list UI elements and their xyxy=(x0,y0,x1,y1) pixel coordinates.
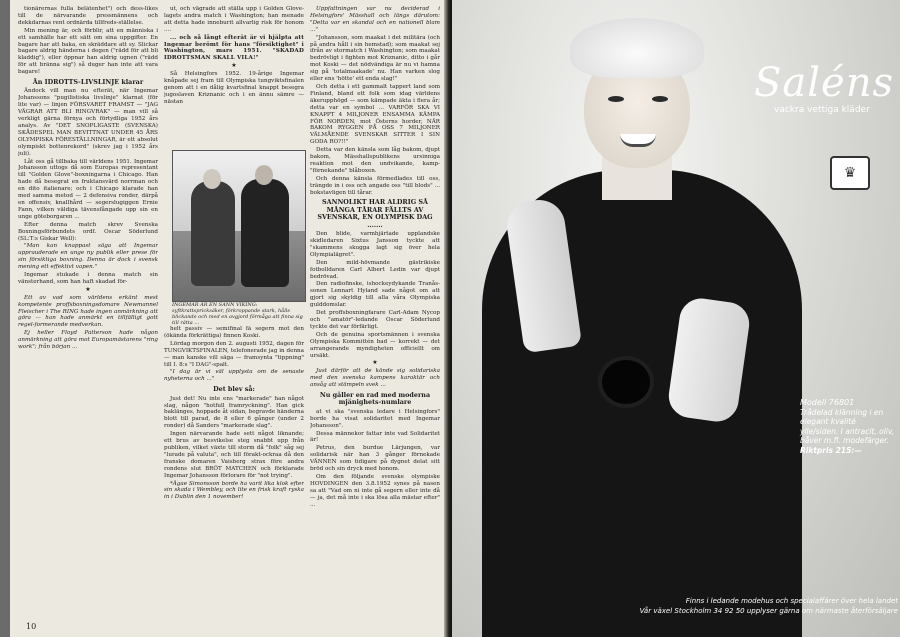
paragraph: tionärernas fulla belåtenhet") och dess-likes till de närvarande pressmännens och dekkdarnas rent ordnärda tillfreds-ställelse. xyxy=(18,6,158,26)
right-page-advertisement xyxy=(452,0,900,637)
paragraph: Om den följande svenske olympiske HOVDINGEN den 3.8.1952 synes på nasen sa att "Vad om ni inte gå segern eller inte då — ja, det må inte i ska lösa alla mästar efter" ... xyxy=(310,474,440,508)
paragraph: Min mening är, och förblir, att en människa i ett samhälle har ett sätt om sina uppgifter. En bagare har att baka, en skräddare att sy. Slickar bagare aldrig händerna i degen ("rädd för att bli kladdig"), eller öppnar han aldrig ugnen ("rädd för att bränna sig") så duger han inte att vara bagare! xyxy=(18,27,158,76)
paragraph: Efter denna match skrev Svenska Boxningsförbundets ordf. Oscar Söderlund (SL:T:s Giskar Well): xyxy=(18,221,158,242)
paragraph: Låt oss gå tillbaka till världens 1951. Ingemar Johansson uttogs då som Europas representant till "Golden Glove"-boxningarna i Chicago. Han hade då besegrat en fruktansvärd norrman och en dito italienare; och i Chicago klarade han med samma metod — 2 defensiva ronder, därpå en offensiv, knallhård — segerslugiggen Ernie Fann, vilken väldiga tävensfångade upp sin en unge göteborgaren ... xyxy=(18,158,158,220)
left-page xyxy=(10,0,446,637)
paragraph: Uppfattningen var nu deciderad i Helsingfors' Mässhall och längs därutom: "Detta var en skandal och en nationell blam ..." xyxy=(310,6,440,33)
paragraph: "Johansson, som maakat i det militära (och på andra håll i sin hemstad); som maakat sej ifrån av stormatch i Washington; som maakat bedrövligt i fighten mot Kriznanic, ditto i går mot Koski — det nödvändiga är nu vi hamna sig på 'totalmaakade' nu. Han varken slog eller ens 'hötte' ett enda slag!" xyxy=(310,34,440,83)
brand-tagline: vackra vettiga kläder xyxy=(774,105,870,115)
paragraph: helt passiv — semifinal få segern mot den (ökända förkrättiga) finnen Koski. xyxy=(164,326,304,339)
quote-paragraph: "Man kan knappast säga att Ingemar upprauderade en unge ny publik eller prese för sin försiktiga boxning. Denna är dock i svensk mening ett effektivt vapen." xyxy=(18,243,158,271)
paragraph: Den blide, varmhjärtade upplandske skidledaren Sixtus Jansson tyckte att "skammens skugga lagt sig över hela Olympialägret". xyxy=(310,231,440,258)
article-column-2-bottom xyxy=(164,326,304,618)
ad-footer-line-2: Vår växel Stockholm 34 92 50 upplyser gärna om närmaste återförsäljare xyxy=(639,607,898,615)
paragraph: ut, och vägrade att ställa upp i Golden Glove-lagets andra match i Washington; han menade att detta hade inneburit allvarlig risk för honom .... xyxy=(164,6,304,33)
photo-figure-left xyxy=(191,181,235,286)
model-info xyxy=(800,398,896,455)
paragraph: Dessa männekor fattar inte vad Solidaritet är! xyxy=(310,430,440,444)
paragraph: Det proffsboxningfarare Carl-Adam Nycop och "amatör"-ledande Oscar Söderlund tyckte det var förfärligt. xyxy=(310,310,440,330)
footnote: *Ägae Simonsson borde ha varit lika klok efter sin skada i Wembley, och lite en frisk kraft ryska in i Dublin den 1 november! xyxy=(164,480,304,501)
photo-figure-left-head xyxy=(203,169,221,189)
star-separator: ★ xyxy=(85,285,91,293)
paragraph: Just därför att de kände sig solidariska med den svenska kampens karaktär och ansåg att stämpeln svek ... xyxy=(310,368,440,389)
section-heading: Nu gäller en rad med moderna mjänighets-numlare xyxy=(319,391,431,407)
ad-footer xyxy=(460,596,898,616)
photo-caption: INGEMAR ÄR EN SANN VIKING: syftkrattspricksäker, förkroppande stark, hålls blickande och med en avgjord förmåga att finna sig till rätta ... xyxy=(172,302,303,326)
ad-footer-line-1: Finns i ledande modehus och specialaffärer över hela landet xyxy=(685,597,898,605)
paragraph: Den mild-hövmande gästrikiske fotbolldaren Carl Albert Ledin var djupt bedrövad. xyxy=(310,259,440,280)
model-description: Trådelad klänning i en elegant kvalité ylle/siden. I antracit, oliv, båver m.fl. modefärger. xyxy=(800,407,895,445)
star-separator: ★ xyxy=(231,62,237,70)
dress-rosette xyxy=(602,360,650,404)
paragraph: Lördag morgon den 2. augusti 1952, dagen för TUNGVIKTSFINALEN, telefonerade jag in denna — man kanske vill säga — framsynta "tippning" till I. 8:s "I DAG"-spalt. xyxy=(164,340,304,368)
paragraph: Ingemar stukade i denna match sin vänsterhand, som han haft skadad för- xyxy=(18,272,158,285)
quote-paragraph: Ett av vad som världens erkänt mest kompetente proffsboxningsdomare Newmannel Fleischer i The RING hade ingen anmärkning att göra — han hade anmärkt en tillfälligt gott regel-formerande medverkan. xyxy=(18,294,158,329)
article-column-2-top xyxy=(164,6,304,146)
model-hat xyxy=(570,18,704,78)
paragraph: ... och så långt efterät är vi hjälpta att Ingemar berömt för hans "försiktighet" i Washington, mars 1951. "SKADAD IDROTTSMAN SKALL VILA!" xyxy=(164,34,304,62)
crown-icon: ♛ xyxy=(843,165,857,181)
star-separator: ★ xyxy=(372,359,378,367)
paragraph: Den radiofinske, ishockeydykande Tranås-sonen Lennart Hyland sade något om att gjort sig skyldig till alla våra Olympiska gulddomslar. xyxy=(310,281,440,309)
crest-icon xyxy=(830,156,870,190)
paragraph: Detta var den känsla som låg bakom, djupt bakom, Mässhallspublikens ursinniga reaktion mot den undvikande, kamp-"förnekande" blåboxen. xyxy=(310,147,440,174)
photo-figure-right-head xyxy=(255,165,273,185)
paragraph: Ej heller Floyd Patterson hade någon anmärkning att göra mot Europamästarens "ring work"; från början ... xyxy=(18,330,158,351)
paragraph: Och detta i ett gammalt tappert land som Finland, bland ett folk som idag världens äkerupphögd — som kämpade äkta i flera år; detta var en symbol ... VARFÖR SKA VI KNAPPT 4 MILJONER ENSAMMA KÄMPA FÖR NORDEN, mot Österns horder, NÄR BAKOM RYGGEN PÅ OSS 7 MILJONER VÄLMÅENDE SVENSKAR SITTER I SIN GODA RO?!!" xyxy=(310,83,440,146)
model-eye-left xyxy=(608,96,624,102)
article-column-3 xyxy=(310,6,440,620)
model-eye-right xyxy=(652,96,668,102)
paragraph: Just det! Nu inte ens "markerade" han något slag, någon "hotfull framryckning". Han gick baklänges, hoppade åt sidan, begravde händerna blott till parad, de 8 eller 6 gånger (under 2 ronder) då Sanders "markerade slag". xyxy=(164,395,304,430)
boxing-photo xyxy=(172,150,306,302)
section-heading: Än IDROTTS-LIVSLINJE klarar xyxy=(32,78,144,87)
model-number: Modell 76801 xyxy=(800,398,855,407)
paragraph: Ändock vill man nu efterät, när Ingemar Johanssons "pugilistiska livslinje" klarnat (för lite var) — linjen FÖRSVARET FRAMST — "JAG VÄGRAR ATT BLI RINGVRAK" — man vill så verkligt gärna förnya och förtydliga 1952 års analys. Av "DET SNOPLIGASTE (SVENSKA) SKÅDESPEL MAN BEVITTNAT UNDER 45 ÅRS OLYMPISKA FÖRESTÄLLNINGAR, är ett absolut olympiskt bottenrekord" (skrev jag i 1952 års juli). xyxy=(18,88,158,157)
quote-paragraph: "I dag är vi väl upplysta om de senaste nyheterna och ..." xyxy=(164,369,304,383)
photo-figure-right xyxy=(241,179,289,287)
paragraph: Och de genuina sportsmännen i svenska Olympiska Kommittén bad — korrekt — det arrangerande myndigheten officiellt om ursäkt. xyxy=(310,331,440,359)
paragraph: at vi ska "svenska ledare i Helsingfors" borde ha visat solidaritet med Ingemar Johansson". xyxy=(310,408,440,429)
paragraph: Petrus, den burdue Lärjungen, var solidarisk när han 3 gånger förnekade VÄNNEN som tidigare på dygnet delat sitt bröd och sin dryck med honom. xyxy=(310,445,440,473)
section-heading: SANNOLIKT HAR ALDRIG SÅ MÅNGA TÅRAR FÄLLTS AV SVENSKAR, EN OLYMPISK DAG ....... xyxy=(317,198,433,229)
paragraph: Så Helsingfors 1952. 19-årige Ingemar knåpade sej fram till Olympiska tungviktsfinalen genom att i en dålig kvartsfinal knappt besegra jugoslaven Kriznanic och i en ännu sämre — nästan xyxy=(164,71,304,105)
section-heading: Det blev så: xyxy=(213,385,255,394)
paragraph: Ingen närvarande hade sett något liknande; ett brus av besvikelse steg snabbt upp från publiken, vilket växte till storm då "folk" såg sej "lurade på valuta", och till förakt-ockraa då den franske domaren Vaisberg strax före andra rondens slut BRÖT MATCHEN och förklarade Ingemar Johansson förlorare för "not trying". xyxy=(164,431,304,479)
model-price: Riktpris 215:— xyxy=(800,445,862,455)
article-column-1 xyxy=(18,6,158,620)
page-number: 10 xyxy=(26,622,37,631)
brand-logo: Saléns xyxy=(754,60,895,106)
page-gutter xyxy=(444,0,452,637)
paragraph: Och denna känsla förmedlades till oss, trängde in i oss och angade oss "till blods" ... bokstavligen till tårar. xyxy=(310,175,440,196)
